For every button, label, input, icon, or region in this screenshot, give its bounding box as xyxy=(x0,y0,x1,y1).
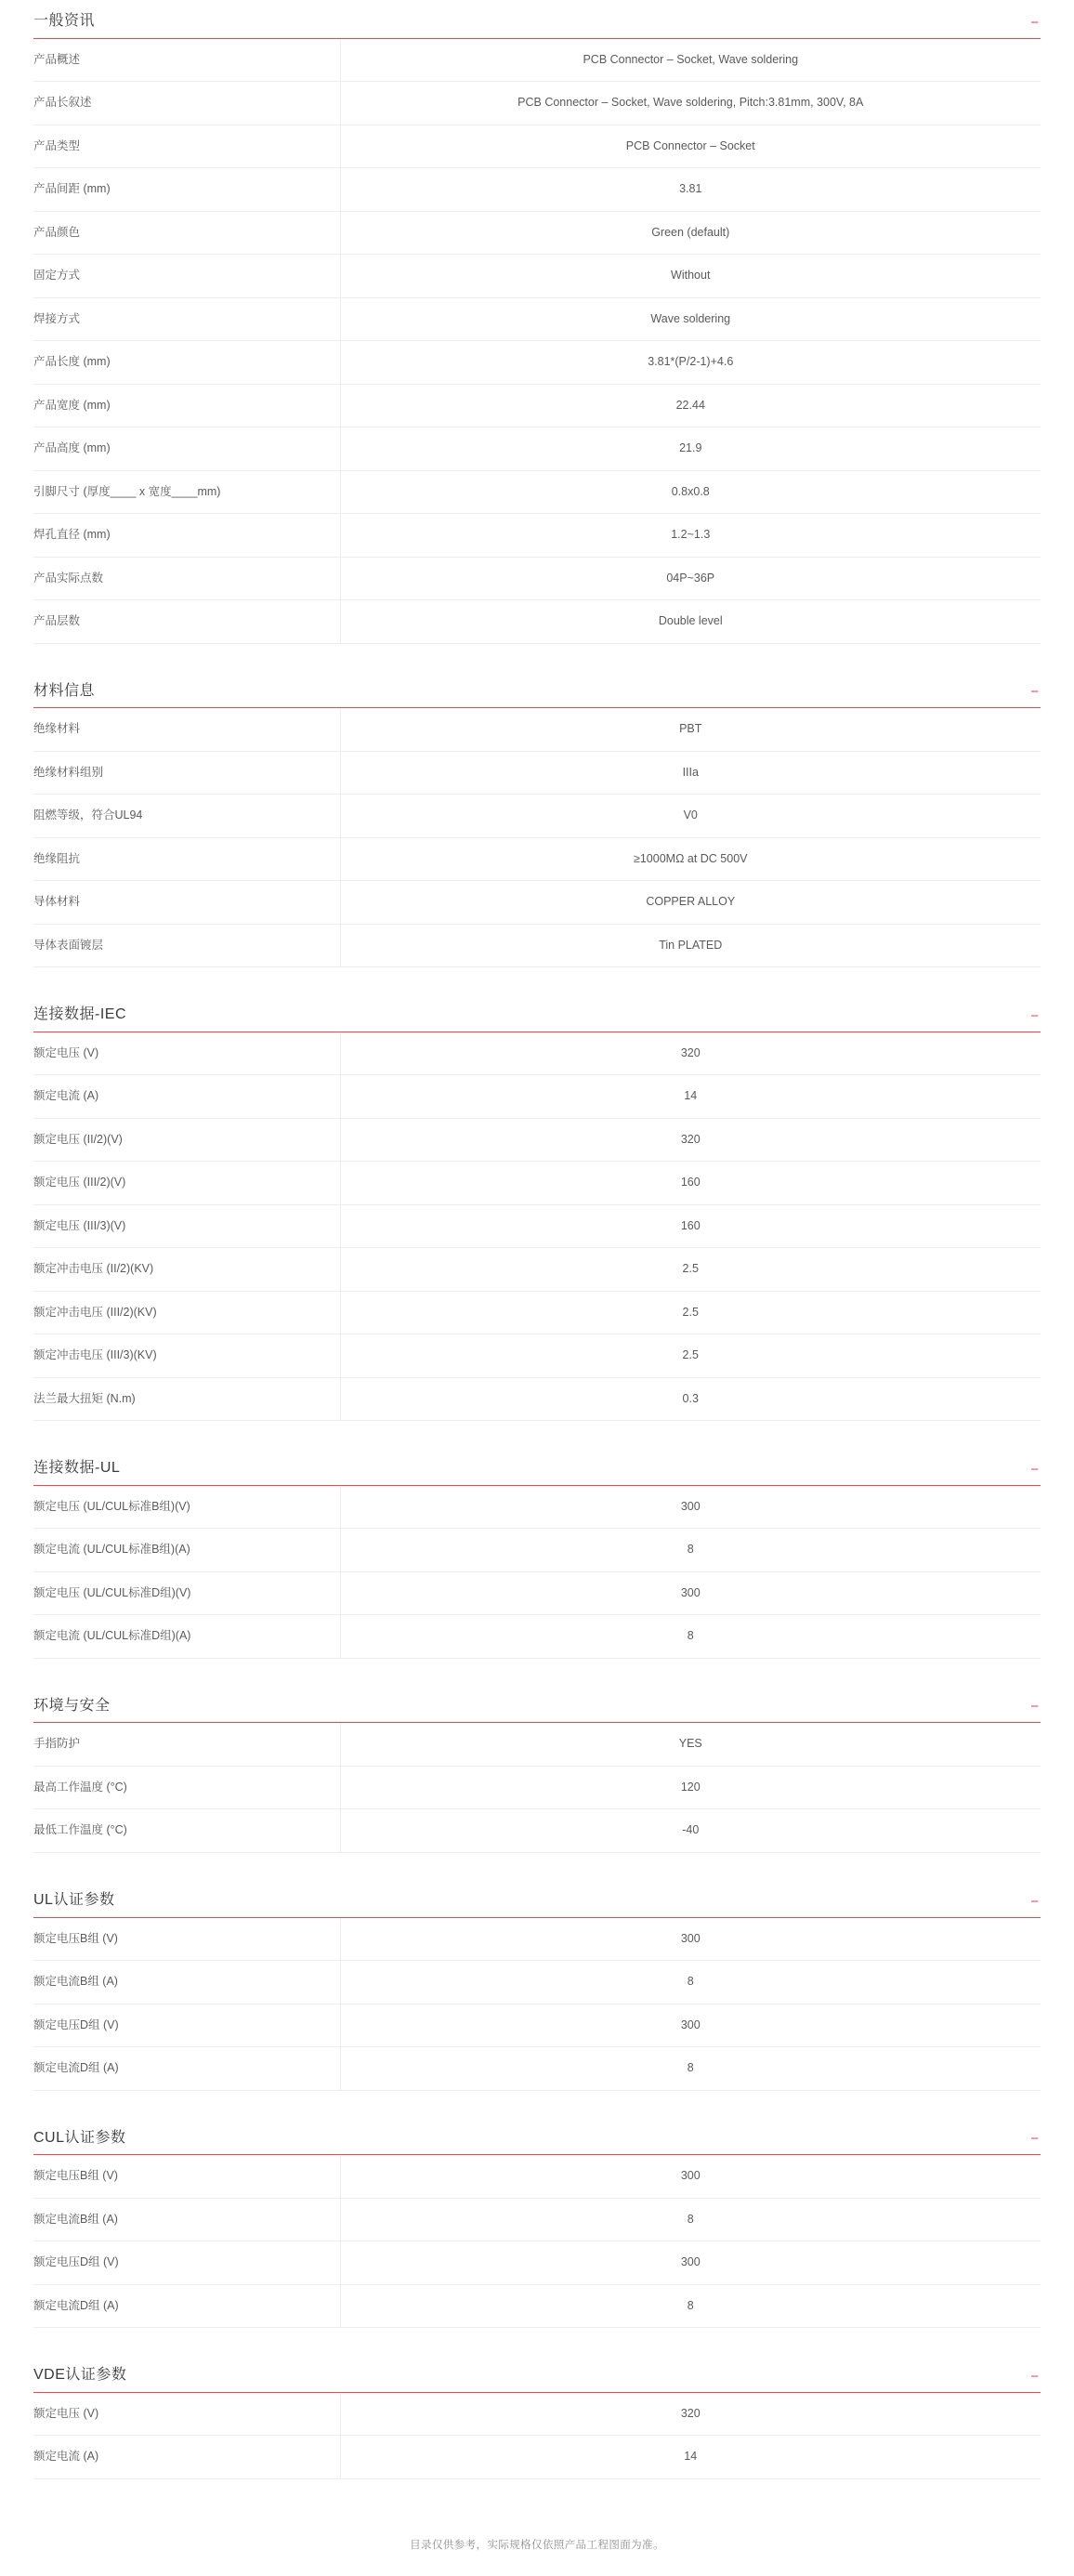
section-header[interactable] xyxy=(33,13,1041,39)
table-row xyxy=(33,600,1041,644)
spec-value: Without xyxy=(671,269,711,283)
table-row xyxy=(33,82,1041,125)
table-row xyxy=(33,1529,1041,1572)
spec-section xyxy=(33,2130,1041,2329)
table-row xyxy=(33,881,1041,925)
spec-value: ≥1000MΩ at DC 500V xyxy=(633,851,748,865)
table-row xyxy=(33,1571,1041,1615)
table-row xyxy=(33,2004,1041,2047)
spec-value: 14 xyxy=(684,1089,698,1103)
spec-table xyxy=(33,1032,1041,1422)
spec-label: 产品高度 (mm) xyxy=(33,427,340,471)
table-row xyxy=(33,1723,1041,1766)
table-row xyxy=(33,255,1041,298)
table-row xyxy=(33,1809,1041,1853)
section-title: 材料信息 xyxy=(33,682,96,699)
table-row xyxy=(33,1766,1041,1809)
spec-value: 320 xyxy=(680,1132,701,1146)
spec-label: 额定电压B组 (V) xyxy=(33,2155,340,2198)
spec-value: 2.5 xyxy=(682,1305,699,1319)
spec-value: 120 xyxy=(680,1780,701,1794)
spec-value: PCB Connector – Socket xyxy=(625,138,755,152)
section-header[interactable] xyxy=(33,1006,1041,1032)
spec-section xyxy=(33,1698,1041,1853)
table-row xyxy=(33,1615,1041,1659)
spec-label: 产品宽度 (mm) xyxy=(33,384,340,427)
spec-value: 2.5 xyxy=(682,1348,699,1362)
table-row xyxy=(33,1162,1041,1205)
section-header[interactable] xyxy=(33,683,1041,709)
spec-value: 8 xyxy=(687,2061,694,2075)
table-row xyxy=(33,470,1041,514)
spec-label: 额定电流B组 (A) xyxy=(33,2198,340,2241)
spec-label: 额定电流 (UL/CUL标准B组)(A) xyxy=(33,1529,340,1572)
section-title: CUL认证参数 xyxy=(33,2129,126,2146)
section-title: UL认证参数 xyxy=(33,1891,115,1908)
spec-section xyxy=(33,1460,1041,1659)
spec-label: 额定电压B组 (V) xyxy=(33,1918,340,1961)
spec-label: 引脚尺寸 (厚度____ x 宽度____mm) xyxy=(33,470,340,514)
spec-label: 额定电流D组 (A) xyxy=(33,2047,340,2091)
table-row xyxy=(33,795,1041,838)
table-row xyxy=(33,211,1041,255)
spec-value: COPPER ALLOY xyxy=(646,895,736,909)
spec-value: 21.9 xyxy=(679,441,702,455)
spec-label: 固定方式 xyxy=(33,255,340,298)
spec-label: 额定冲击电压 (II/2)(KV) xyxy=(33,1248,340,1292)
spec-label: 法兰最大扭矩 (N.m) xyxy=(33,1377,340,1421)
spec-value: 2.5 xyxy=(682,1262,699,1276)
collapse-minus-icon[interactable]: − xyxy=(1030,14,1039,31)
spec-value: Tin PLATED xyxy=(659,938,723,952)
spec-section xyxy=(33,2367,1041,2479)
spec-label: 额定电压 (UL/CUL标准B组)(V) xyxy=(33,1486,340,1529)
section-title: 连接数据-UL xyxy=(33,1460,121,1477)
collapse-minus-icon[interactable]: − xyxy=(1030,2131,1039,2148)
spec-table xyxy=(33,2393,1041,2479)
spec-value: V0 xyxy=(683,808,698,822)
spec-value: PCB Connector – Socket, Wave soldering xyxy=(583,52,799,66)
table-row xyxy=(33,708,1041,751)
spec-label: 额定电压D组 (V) xyxy=(33,2241,340,2285)
spec-label: 产品层数 xyxy=(33,600,340,644)
spec-label: 额定冲击电压 (III/2)(KV) xyxy=(33,1291,340,1334)
table-row xyxy=(33,1961,1041,2004)
spec-value: PBT xyxy=(679,722,702,736)
spec-label: 产品间距 (mm) xyxy=(33,168,340,212)
section-header[interactable] xyxy=(33,2367,1041,2393)
table-row xyxy=(33,427,1041,471)
spec-label: 额定电压 (V) xyxy=(33,1032,340,1075)
table-row xyxy=(33,2284,1041,2328)
table-row xyxy=(33,168,1041,212)
spec-value: IIIa xyxy=(682,765,699,779)
spec-label: 产品长叙述 xyxy=(33,82,340,125)
table-row xyxy=(33,557,1041,600)
spec-label: 额定电压 (UL/CUL标准D组)(V) xyxy=(33,1571,340,1615)
spec-table xyxy=(33,1723,1041,1853)
spec-value: 300 xyxy=(680,2017,701,2031)
section-header[interactable] xyxy=(33,1460,1041,1486)
spec-value: YES xyxy=(678,1737,702,1751)
spec-value: 8 xyxy=(687,2212,694,2226)
table-row xyxy=(33,1075,1041,1119)
table-row xyxy=(33,125,1041,168)
spec-label: 绝缘材料 xyxy=(33,708,340,751)
spec-value: 0.8x0.8 xyxy=(671,484,710,498)
spec-label: 额定电压 (III/2)(V) xyxy=(33,1162,340,1205)
spec-label: 产品概述 xyxy=(33,39,340,82)
spec-label: 绝缘阻抗 xyxy=(33,837,340,881)
spec-value: Double level xyxy=(658,614,723,628)
spec-sections xyxy=(33,13,1041,2479)
spec-label: 手指防护 xyxy=(33,1723,340,1766)
section-header[interactable] xyxy=(33,1698,1041,1724)
collapse-minus-icon[interactable]: − xyxy=(1030,684,1039,701)
section-title: 环境与安全 xyxy=(33,1697,111,1714)
spec-label: 额定电压 (II/2)(V) xyxy=(33,1118,340,1162)
spec-label: 产品实际点数 xyxy=(33,557,340,600)
table-row xyxy=(33,1248,1041,1292)
section-header[interactable] xyxy=(33,1892,1041,1918)
table-row xyxy=(33,1377,1041,1421)
spec-label: 焊接方式 xyxy=(33,297,340,341)
spec-table xyxy=(33,1918,1041,2091)
spec-value: 300 xyxy=(680,1931,701,1945)
section-title: 一般资讯 xyxy=(33,13,96,29)
spec-table xyxy=(33,708,1041,967)
spec-label: 额定电流 (UL/CUL标准D组)(A) xyxy=(33,1615,340,1659)
spec-value: 0.3 xyxy=(682,1391,699,1405)
spec-label: 额定电流D组 (A) xyxy=(33,2284,340,2328)
spec-value: 320 xyxy=(680,1045,701,1059)
spec-label: 导体表面镀层 xyxy=(33,924,340,967)
collapse-minus-icon[interactable]: − xyxy=(1030,1461,1039,1478)
spec-value: 8 xyxy=(687,1629,694,1643)
spec-value: 14 xyxy=(684,2450,698,2464)
spec-label: 阻燃等级，符合UL94 xyxy=(33,795,340,838)
spec-section xyxy=(33,1892,1041,2091)
spec-table xyxy=(33,2155,1041,2328)
spec-value: 22.44 xyxy=(675,398,705,412)
spec-value: 320 xyxy=(680,2406,701,2420)
table-row xyxy=(33,2155,1041,2198)
table-row xyxy=(33,341,1041,385)
table-row xyxy=(33,297,1041,341)
table-row xyxy=(33,837,1041,881)
collapse-minus-icon[interactable]: − xyxy=(1030,1893,1039,1910)
spec-label: 额定电流 (A) xyxy=(33,1075,340,1119)
table-row xyxy=(33,514,1041,558)
section-title: 连接数据-IEC xyxy=(33,1006,127,1023)
table-row xyxy=(33,39,1041,82)
spec-label: 额定电流 (A) xyxy=(33,2436,340,2479)
spec-value: 04P~36P xyxy=(666,571,715,585)
spec-label: 导体材料 xyxy=(33,881,340,925)
spec-label: 额定冲击电压 (III/3)(KV) xyxy=(33,1334,340,1378)
spec-table xyxy=(33,1486,1041,1659)
spec-label: 额定电压 (III/3)(V) xyxy=(33,1204,340,1248)
table-row xyxy=(33,2393,1041,2436)
spec-label: 最高工作温度 (°C) xyxy=(33,1766,340,1809)
spec-value: Green (default) xyxy=(651,225,730,239)
collapse-minus-icon[interactable]: − xyxy=(1030,1007,1039,1024)
table-row xyxy=(33,1118,1041,1162)
table-row xyxy=(33,924,1041,967)
spec-value: 300 xyxy=(680,2169,701,2183)
collapse-minus-icon[interactable]: − xyxy=(1030,1699,1039,1715)
spec-value: 8 xyxy=(687,1543,694,1557)
spec-label: 额定电压 (V) xyxy=(33,2393,340,2436)
spec-value: 300 xyxy=(680,1499,701,1513)
spec-value: PCB Connector – Socket, Wave soldering, Pitch:3.81mm, 300V, 8A xyxy=(517,96,864,110)
table-row xyxy=(33,2241,1041,2285)
table-row xyxy=(33,1918,1041,1961)
spec-label: 焊孔直径 (mm) xyxy=(33,514,340,558)
table-row xyxy=(33,751,1041,795)
section-header[interactable] xyxy=(33,2130,1041,2156)
table-row xyxy=(33,384,1041,427)
spec-value: 160 xyxy=(680,1176,701,1189)
spec-value: -40 xyxy=(682,1823,700,1837)
spec-label: 最低工作温度 (°C) xyxy=(33,1809,340,1853)
table-row xyxy=(33,2047,1041,2091)
table-row xyxy=(33,1486,1041,1529)
spec-value: 8 xyxy=(687,1975,694,1989)
spec-value: 160 xyxy=(680,1218,701,1232)
table-row xyxy=(33,1032,1041,1075)
spec-value: 300 xyxy=(680,1585,701,1599)
spec-value: 300 xyxy=(680,2255,701,2269)
spec-label: 额定电流B组 (A) xyxy=(33,1961,340,2004)
spec-label: 产品颜色 xyxy=(33,211,340,255)
spec-label: 产品类型 xyxy=(33,125,340,168)
spec-section xyxy=(33,13,1041,644)
spec-table xyxy=(33,39,1041,644)
footer-note: 目录仅供参考，实际规格仅依照产品工程图面为准。 xyxy=(410,2539,664,2551)
table-row xyxy=(33,1291,1041,1334)
table-row xyxy=(33,2198,1041,2241)
spec-label: 产品长度 (mm) xyxy=(33,341,340,385)
spec-section xyxy=(33,683,1041,968)
table-row xyxy=(33,1334,1041,1378)
spec-value: 1.2~1.3 xyxy=(671,528,711,542)
section-title: VDE认证参数 xyxy=(33,2367,127,2384)
spec-label: 额定电压D组 (V) xyxy=(33,2004,340,2047)
spec-value: Wave soldering xyxy=(650,311,731,325)
spec-value: 8 xyxy=(687,2298,694,2312)
spec-label: 绝缘材料组别 xyxy=(33,751,340,795)
table-row xyxy=(33,1204,1041,1248)
spec-value: 3.81*(P/2-1)+4.6 xyxy=(648,355,734,369)
spec-value: 3.81 xyxy=(679,182,702,196)
spec-section xyxy=(33,1006,1041,1421)
table-row xyxy=(33,2436,1041,2479)
collapse-minus-icon[interactable]: − xyxy=(1030,2368,1039,2385)
